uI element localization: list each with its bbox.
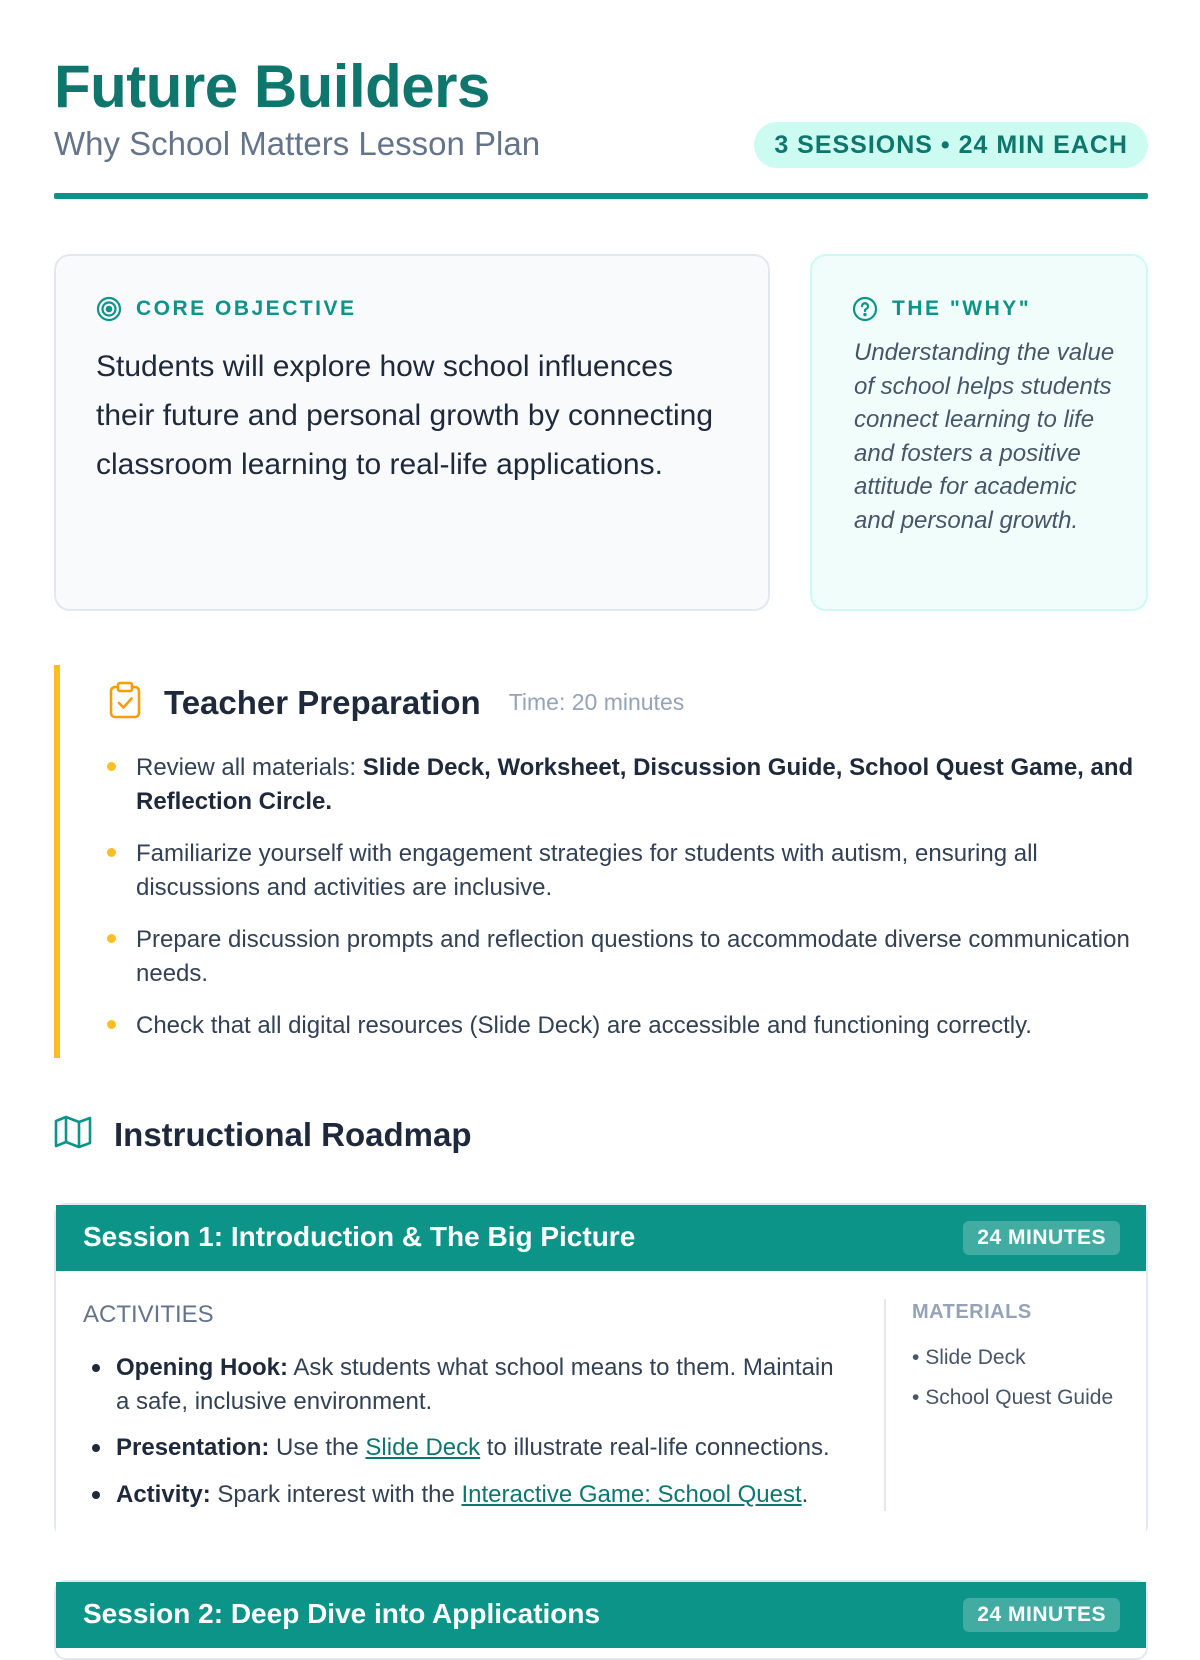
header-divider	[54, 193, 1148, 199]
list-item	[116, 1478, 836, 1512]
preparation-list	[136, 751, 1136, 1062]
prep-item-text: Check that all digital resources (Slide Deck) are accessible and functioning correctly.	[136, 1012, 1032, 1039]
page-title: Future Builders	[54, 53, 490, 120]
session-header-bar	[56, 1205, 1146, 1271]
activity-text: Spark interest with the	[210, 1480, 462, 1508]
teacher-preparation-section	[54, 665, 1148, 1058]
why-label: THE "WHY"	[892, 297, 1032, 320]
session-title: Session 1: Introduction & The Big Picture	[83, 1221, 636, 1252]
list-item	[136, 923, 1136, 990]
activity-text: Use the	[269, 1434, 366, 1461]
list-item: • Slide Deck	[912, 1344, 1132, 1372]
session-card	[54, 1580, 1148, 1660]
prep-item-text: Review all materials:	[136, 754, 363, 781]
map-icon	[54, 1115, 92, 1154]
list-item: • School Quest Guide	[912, 1384, 1132, 1412]
core-objective-label: CORE OBJECTIVE	[136, 297, 357, 320]
session-header-bar	[56, 1582, 1146, 1648]
list-item	[136, 751, 1136, 818]
prep-item-bold: Slide Deck, Worksheet, Discussion Guide, School Quest Game, and Reflection Circle.	[136, 754, 1134, 815]
question-circle-icon	[852, 296, 878, 322]
materials-list	[912, 1344, 1132, 1424]
activity-list	[116, 1351, 836, 1524]
core-objective-text: Students will explore how school influences their future and personal growth by connecting classroom learning to real-life applications.	[96, 350, 714, 481]
core-objective-label-row	[96, 296, 357, 322]
activity-label: Opening Hook:	[116, 1354, 288, 1381]
activity-text-after: to illustrate real-life connections.	[480, 1434, 830, 1461]
session-column-divider	[884, 1299, 886, 1511]
teacher-preparation-time: Time: 20 minutes	[508, 689, 685, 715]
core-objective-card	[54, 254, 770, 611]
list-item	[116, 1431, 836, 1465]
list-item	[136, 837, 1136, 904]
why-text: Understanding the value of school helps students connect learning to life and fosters a positive attitude for academic and personal growth.	[854, 339, 1115, 534]
session-card	[54, 1203, 1148, 1537]
activity-text-after: .	[801, 1480, 809, 1508]
page-header	[54, 52, 1148, 162]
why-label-row	[852, 296, 1031, 322]
session-title: Session 2: Deep Dive into Applications	[83, 1598, 601, 1629]
why-card	[810, 254, 1148, 611]
activity-label: Activity:	[116, 1480, 211, 1508]
teacher-preparation-title: Teacher Preparation	[164, 683, 481, 721]
sessions-badge: 3 SESSIONS • 24 MIN EACH	[754, 122, 1148, 168]
slide-deck-link[interactable]: Slide Deck	[365, 1434, 481, 1461]
activity-text: Ask students what school means to them. Maintain a safe, inclusive environment.	[116, 1354, 834, 1415]
school-quest-game-link[interactable]: Interactive Game: School Quest	[461, 1480, 802, 1508]
session-duration-badge: 24 MINUTES	[963, 1221, 1120, 1255]
activities-label: ACTIVITIES	[83, 1301, 214, 1328]
session-duration-badge: 24 MINUTES	[963, 1598, 1120, 1632]
teacher-preparation-header	[108, 681, 684, 724]
instructional-roadmap-header	[54, 1115, 472, 1154]
list-item	[116, 1351, 836, 1418]
list-item	[136, 1009, 1136, 1043]
activity-label: Presentation:	[116, 1434, 270, 1461]
materials-label: MATERIALS	[912, 1301, 1032, 1323]
target-icon	[96, 296, 122, 322]
prep-item-text: Familiarize yourself with engagement strategies for students with autism, ensuring all discussions and activities are inclusive.	[136, 840, 1038, 901]
instructional-roadmap-title: Instructional Roadmap	[114, 1115, 472, 1153]
prep-item-text: Prepare discussion prompts and reflection questions to accommodate diverse communication needs.	[136, 926, 1130, 987]
clipboard-check-icon	[108, 681, 142, 724]
page-subtitle: Why School Matters Lesson Plan	[54, 125, 541, 162]
session-body	[56, 1271, 1146, 1537]
